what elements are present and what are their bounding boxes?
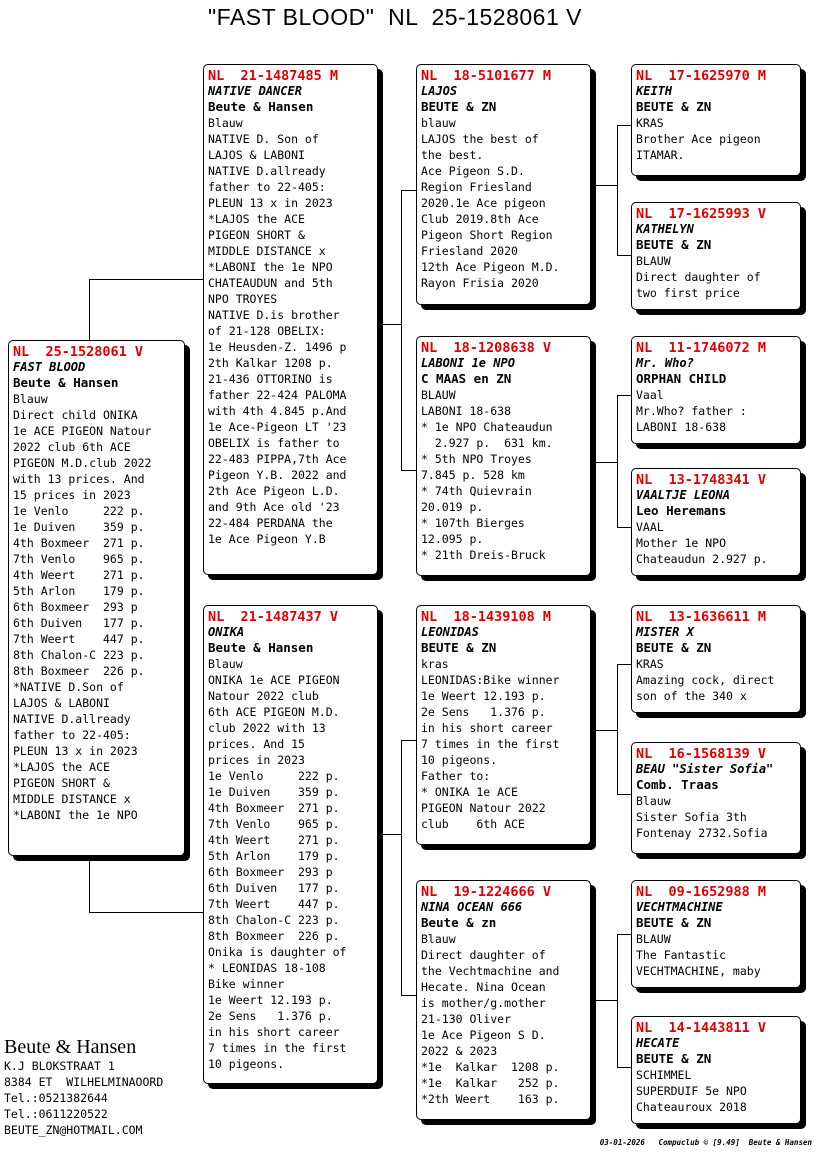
ring-number: NL 13-1636611 M bbox=[636, 609, 767, 625]
pigeon-note-line: BLAUW bbox=[636, 254, 671, 268]
pigeon-note-line: Blauw bbox=[208, 657, 243, 671]
pigeon-name: FAST BLOOD bbox=[13, 360, 86, 374]
connector-line bbox=[594, 185, 618, 186]
pigeon-note-line: 1e Duiven 359 p. bbox=[208, 785, 340, 799]
pigeon-note-line: 7th Weert 447 p. bbox=[13, 632, 145, 646]
pigeon-name: Mr. Who? bbox=[636, 356, 694, 370]
pigeon-note-line: 22-484 PERDANA the bbox=[208, 516, 333, 530]
breeder-address-line-2: 8384 ET WILHELMINAOORD bbox=[4, 1075, 164, 1089]
pigeon-card-sd bbox=[416, 336, 591, 576]
pigeon-note-line: * 21th Dreis-Bruck bbox=[421, 548, 546, 562]
pigeon-owner: BEUTE & ZN bbox=[421, 640, 497, 655]
ring-number: NL 14-1443811 V bbox=[636, 1020, 767, 1036]
pigeon-note-line: with 4th 4.845 p.And bbox=[208, 404, 347, 418]
pigeon-note-line: NATIVE D.is brother bbox=[208, 308, 340, 322]
pigeon-note-line: *LABONI the 1e NPO bbox=[208, 260, 333, 274]
connector-line bbox=[401, 190, 402, 470]
connector-line bbox=[617, 125, 632, 126]
pigeon-note-line: 1e Ace-Pigeon LT '23 bbox=[208, 420, 347, 434]
pigeon-note-line: Natour 2022 club bbox=[208, 689, 319, 703]
pigeon-note-line: NPO TROYES bbox=[208, 292, 278, 306]
pigeon-note-line: kras bbox=[421, 657, 449, 671]
connector-line bbox=[617, 934, 632, 935]
connector-line bbox=[594, 1000, 618, 1001]
pigeon-note-line: PLEUN 13 x in 2023 bbox=[208, 196, 333, 210]
pigeon-note-line: father to 22-405: bbox=[13, 728, 131, 742]
pigeon-note-line: in his short career bbox=[421, 721, 553, 735]
pigeon-note-line: LABONI 18-638 bbox=[636, 420, 727, 434]
connector-line bbox=[617, 664, 618, 794]
pigeon-note-line: 8th Boxmeer 226 p. bbox=[13, 664, 145, 678]
pigeon-owner: BEUTE & ZN bbox=[636, 640, 712, 655]
pigeon-note-line: 1e Venlo 222 p. bbox=[208, 769, 340, 783]
pigeon-note-line: 7th Venlo 965 p. bbox=[13, 552, 145, 566]
pigeon-note-line: 10 pigeons. bbox=[421, 753, 498, 767]
breeder-address-line-1: K.J BLOKSTRAAT 1 bbox=[4, 1059, 115, 1073]
pigeon-note-line: club 6th ACE bbox=[421, 817, 525, 831]
pigeon-note-line: PIGEON M.D.club 2022 bbox=[13, 456, 152, 470]
pigeon-note-line: * LEONIDAS 18-108 bbox=[208, 961, 326, 975]
pigeon-note-line: 6th Boxmeer 293 p bbox=[13, 600, 138, 614]
ring-number: NL 11-1746072 M bbox=[636, 340, 767, 356]
pigeon-card-ds bbox=[416, 605, 591, 845]
pigeon-note-line: 12.095 p. bbox=[421, 532, 484, 546]
pigeon-name: VAALTJE LEONA bbox=[636, 488, 730, 502]
pigeon-note-line: 4th Weert 271 p. bbox=[208, 833, 340, 847]
pigeon-note-line: Onika is daughter of bbox=[208, 945, 347, 959]
pigeon-owner: Comb. Traas bbox=[636, 777, 719, 792]
breeder-name: Beute & Hansen bbox=[4, 1036, 137, 1058]
pigeon-card-sire bbox=[203, 64, 378, 575]
pigeon-note-line: *LAJOS the ACE bbox=[208, 212, 305, 226]
pigeon-note-line: 7 times in the first bbox=[421, 737, 560, 751]
pigeon-note-line: 7th Venlo 965 p. bbox=[208, 817, 340, 831]
pigeon-card-sds bbox=[631, 336, 801, 444]
pigeon-card-sss bbox=[631, 64, 801, 176]
pigeon-card-dss bbox=[631, 605, 801, 713]
connector-line bbox=[617, 125, 618, 255]
pigeon-note-line: OBELIX is father to bbox=[208, 436, 340, 450]
pigeon-note-line: 6th Duiven 177 p. bbox=[208, 881, 340, 895]
pigeon-name: NATIVE DANCER bbox=[208, 84, 302, 98]
pigeon-note-line: VAAL bbox=[636, 520, 664, 534]
pigeon-note-line: 7th Weert 447 p. bbox=[208, 897, 340, 911]
pigeon-note-line: Blauw bbox=[13, 392, 48, 406]
pigeon-note-line: 10 pigeons. bbox=[208, 1057, 285, 1071]
pigeon-name: BEAU "Sister Sofia" bbox=[636, 762, 774, 776]
ring-number: NL 17-1625993 V bbox=[636, 206, 767, 222]
ring-number: NL 18-5101677 M bbox=[421, 68, 552, 84]
pigeon-note-line: Blauw bbox=[421, 932, 456, 946]
pigeon-note-line: 1e Ace Pigeon S D. bbox=[421, 1028, 546, 1042]
pigeon-note-line: 6th Duiven 177 p. bbox=[13, 616, 145, 630]
ring-number: NL 13-1748341 V bbox=[636, 472, 767, 488]
pigeon-note-line: in his short career bbox=[208, 1025, 340, 1039]
pigeon-note-line: Region Friesland bbox=[421, 180, 532, 194]
ring-number: NL 19-1224666 V bbox=[421, 884, 552, 900]
pigeon-note-line: LAJOS & LABONI bbox=[13, 696, 110, 710]
connector-line bbox=[89, 912, 204, 913]
connector-line bbox=[401, 995, 417, 996]
connector-line bbox=[617, 395, 632, 396]
connector-line bbox=[594, 730, 618, 731]
pigeon-note-line: KRAS bbox=[636, 116, 664, 130]
pigeon-card-dds bbox=[631, 880, 801, 988]
connector-line bbox=[617, 527, 632, 528]
connector-line bbox=[617, 1067, 632, 1068]
pigeon-note-line: Direct daughter of bbox=[421, 948, 546, 962]
pigeon-note-line: KRAS bbox=[636, 657, 664, 671]
pigeon-note-line: LAJOS & LABONI bbox=[208, 148, 305, 162]
pigeon-note-line: LAJOS the best of bbox=[421, 132, 539, 146]
pigeon-note-line: NATIVE D.allready bbox=[13, 712, 131, 726]
connector-line bbox=[617, 664, 632, 665]
pigeon-card-ddd bbox=[631, 1016, 801, 1124]
pigeon-name: LEONIDAS bbox=[421, 625, 479, 639]
pigeon-note-line: and 9th Ace old '23 bbox=[208, 500, 340, 514]
pigeon-note-line: BLAUW bbox=[421, 388, 456, 402]
pigeon-note-line: PIGEON SHORT & bbox=[208, 228, 305, 242]
pigeon-name: MISTER X bbox=[636, 625, 694, 639]
pigeon-note-line: * 74th Quievrain bbox=[421, 484, 532, 498]
connector-line bbox=[401, 470, 417, 471]
pigeon-note-line: NATIVE D. Son of bbox=[208, 132, 319, 146]
pigeon-owner: Beute & Hansen bbox=[208, 99, 314, 114]
pigeon-note-line: *LAJOS the ACE bbox=[13, 760, 110, 774]
connector-line bbox=[617, 794, 632, 795]
pigeon-note-line: 5th Arlon 179 p. bbox=[208, 849, 340, 863]
pigeon-note-line: The Fantastic bbox=[636, 948, 727, 962]
connector-line bbox=[617, 395, 618, 527]
pigeon-note-line: 21-436 OTTORINO is bbox=[208, 372, 333, 386]
pigeon-note-line: with 13 prices. And bbox=[13, 472, 145, 486]
pigeon-card-ss bbox=[416, 64, 591, 305]
pigeon-note-line: of 21-128 OBELIX: bbox=[208, 324, 326, 338]
pigeon-card-ssd bbox=[631, 202, 801, 310]
pigeon-note-line: 1e Ace Pigeon Y.B bbox=[208, 532, 326, 546]
pigeon-note-line: PLEUN 13 x in 2023 bbox=[13, 744, 138, 758]
pigeon-note-line: 7 times in the first bbox=[208, 1041, 347, 1055]
pigeon-note-line: Fontenay 2732.Sofia bbox=[636, 826, 768, 840]
pigeon-note-line: SUPERDUIF 5e NPO bbox=[636, 1084, 747, 1098]
connector-line bbox=[594, 462, 618, 463]
pigeon-note-line: Friesland 2020 bbox=[421, 244, 518, 258]
pigeon-note-line: prices in 2023 bbox=[208, 753, 305, 767]
pigeon-note-line: 8th Chalon-C 223 p. bbox=[13, 648, 145, 662]
pigeon-note-line: Blauw bbox=[208, 116, 243, 130]
breeder-info bbox=[4, 1036, 163, 1138]
pigeon-note-line: VECHTMACHINE, maby bbox=[636, 964, 761, 978]
pigeon-owner: Beute & Hansen bbox=[13, 375, 119, 390]
pigeon-note-line: * 1e NPO Chateaudun bbox=[421, 420, 553, 434]
pigeon-owner: BEUTE & ZN bbox=[421, 99, 497, 114]
pigeon-note-line: *1e Kalkar 252 p. bbox=[421, 1076, 560, 1090]
pigeon-note-line: Pigeon Y.B. 2022 and bbox=[208, 468, 347, 482]
pigeon-note-line: 6th Boxmeer 293 p bbox=[208, 865, 333, 879]
connector-line bbox=[378, 834, 402, 835]
ring-number: NL 09-1652988 M bbox=[636, 884, 767, 900]
pigeon-note-line: MIDDLE DISTANCE x bbox=[208, 244, 326, 258]
ring-number: NL 21-1487485 M bbox=[208, 68, 339, 84]
pigeon-note-line: 1e Heusden-Z. 1496 p bbox=[208, 340, 347, 354]
pigeon-note-line: 15 prices in 2023 bbox=[13, 488, 131, 502]
pigeon-note-line: 2022 club 6th ACE bbox=[13, 440, 131, 454]
pigeon-note-line: 1e Venlo 222 p. bbox=[13, 504, 145, 518]
pigeon-note-line: 8th Chalon-C 223 p. bbox=[208, 913, 340, 927]
connector-line bbox=[89, 279, 90, 340]
page-title: "FAST BLOOD" NL 25-1528061 V bbox=[208, 4, 582, 30]
pigeon-note-line: 2th Ace Pigeon L.D. bbox=[208, 484, 340, 498]
pigeon-note-line: *2th Weert 163 p. bbox=[421, 1092, 560, 1106]
pigeon-owner: BEUTE & ZN bbox=[636, 1051, 712, 1066]
pigeon-note-line: Direct child ONIKA bbox=[13, 408, 138, 422]
ring-number: NL 17-1625970 M bbox=[636, 68, 767, 84]
pigeon-note-line: NATIVE D.allready bbox=[208, 164, 326, 178]
pigeon-note-line: 2022 & 2023 bbox=[421, 1044, 498, 1058]
pigeon-note-line: 5th Arlon 179 p. bbox=[13, 584, 145, 598]
pigeon-note-line: Hecate. Nina Ocean bbox=[421, 980, 546, 994]
pigeon-owner: C MAAS en ZN bbox=[421, 371, 512, 386]
pigeon-note-line: the Vechtmachine and bbox=[421, 964, 560, 978]
breeder-email: BEUTE_ZN@HOTMAIL.COM bbox=[4, 1123, 143, 1137]
pigeon-note-line: Ace Pigeon S.D. bbox=[421, 164, 525, 178]
pigeon-note-line: Mr.Who? father : bbox=[636, 404, 747, 418]
connector-line bbox=[617, 255, 632, 256]
pigeon-owner: BEUTE & ZN bbox=[636, 915, 712, 930]
pigeon-note-line: Blauw bbox=[636, 794, 671, 808]
pigeon-note-line: Chateauroux 2018 bbox=[636, 1100, 747, 1114]
pigeon-note-line: 2th Kalkar 1208 p. bbox=[208, 356, 333, 370]
connector-line bbox=[401, 740, 402, 995]
pigeon-note-line: Mother 1e NPO bbox=[636, 536, 727, 550]
pigeon-note-line: PIGEON SHORT & bbox=[13, 776, 110, 790]
pigeon-note-line: Bike winner bbox=[208, 977, 285, 991]
pigeon-note-line: 1e ACE PIGEON Natour bbox=[13, 424, 152, 438]
pigeon-note-line: Rayon Frisia 2020 bbox=[421, 276, 539, 290]
pigeon-note-line: Sister Sofia 3th bbox=[636, 810, 747, 824]
pigeon-note-line: *LABONI the 1e NPO bbox=[13, 808, 138, 822]
pigeon-note-line: BLAUW bbox=[636, 932, 671, 946]
pigeon-name: ONIKA bbox=[208, 625, 245, 639]
ring-number: NL 16-1568139 V bbox=[636, 746, 767, 762]
pigeon-note-line: Club 2019.8th Ace bbox=[421, 212, 539, 226]
pigeon-owner: BEUTE & ZN bbox=[636, 99, 712, 114]
ring-number: NL 25-1528061 V bbox=[13, 344, 144, 360]
pigeon-note-line: father to 22-405: bbox=[208, 180, 326, 194]
pigeon-note-line: Chateaudun 2.927 p. bbox=[636, 552, 768, 566]
pigeon-card-subject bbox=[8, 340, 185, 856]
pigeon-note-line: Brother Ace pigeon bbox=[636, 132, 761, 146]
connector-line bbox=[617, 934, 618, 1067]
pigeon-note-line: 2.927 p. 631 km. bbox=[421, 436, 553, 450]
pigeon-note-line: SCHIMMEL bbox=[636, 1068, 692, 1082]
pigeon-note-line: blauw bbox=[421, 116, 456, 130]
pigeon-note-line: 4th Boxmeer 271 p. bbox=[208, 801, 340, 815]
pigeon-note-line: club 2022 with 13 bbox=[208, 721, 326, 735]
pigeon-note-line: ITAMAR. bbox=[636, 148, 685, 162]
pigeon-note-line: Pigeon Short Region bbox=[421, 228, 553, 242]
pigeon-note-line: LEONIDAS:Bike winner bbox=[421, 673, 560, 687]
pigeon-owner: Beute & Hansen bbox=[208, 640, 314, 655]
pigeon-note-line: 4th Weert 271 p. bbox=[13, 568, 145, 582]
connector-line bbox=[378, 324, 402, 325]
ring-number: NL 18-1208638 V bbox=[421, 340, 552, 356]
pigeon-note-line: Amazing cock, direct bbox=[636, 673, 775, 687]
connector-line bbox=[401, 740, 417, 741]
pigeon-note-line: father 22-424 PALOMA bbox=[208, 388, 347, 402]
pigeon-note-line: the best. bbox=[421, 148, 484, 162]
pigeon-name: VECHTMACHINE bbox=[636, 900, 723, 914]
pigeon-name: NINA OCEAN 666 bbox=[421, 900, 523, 914]
pigeon-note-line: 12th Ace Pigeon M.D. bbox=[421, 260, 560, 274]
pigeon-note-line: 22-483 PIPPA,7th Ace bbox=[208, 452, 347, 466]
pigeon-note-line: * ONIKA 1e ACE bbox=[421, 785, 518, 799]
pigeon-note-line: 1e Duiven 359 p. bbox=[13, 520, 145, 534]
pigeon-note-line: 2e Sens 1.376 p. bbox=[421, 705, 546, 719]
pigeon-card-dam bbox=[203, 605, 378, 1084]
pigeon-note-line: PIGEON Natour 2022 bbox=[421, 801, 546, 815]
pigeon-note-line: 4th Boxmeer 271 p. bbox=[13, 536, 145, 550]
pigeon-note-line: 7.845 p. 528 km bbox=[421, 468, 525, 482]
pigeon-note-line: Direct daughter of bbox=[636, 270, 761, 284]
pigeon-name: KATHELYN bbox=[636, 222, 694, 236]
pigeon-note-line: prices. And 15 bbox=[208, 737, 305, 751]
breeder-phone-1: Tel.:0521382644 bbox=[4, 1091, 108, 1105]
pigeon-note-line: 21-130 Oliver bbox=[421, 1012, 512, 1026]
pigeon-name: HECATE bbox=[636, 1036, 680, 1050]
pigeon-note-line: MIDDLE DISTANCE x bbox=[13, 792, 131, 806]
ring-number: NL 21-1487437 V bbox=[208, 609, 339, 625]
pigeon-owner: ORPHAN CHILD bbox=[636, 371, 727, 386]
pigeon-card-dsd bbox=[631, 742, 801, 854]
pigeon-owner: Beute & zn bbox=[421, 915, 497, 930]
pigeon-note-line: 20.019 p. bbox=[421, 500, 484, 514]
pigeon-note-line: LABONI 18-638 bbox=[421, 404, 512, 418]
pigeon-name: LABONI 1e NPO bbox=[421, 356, 515, 370]
connector-line bbox=[89, 856, 90, 912]
pigeon-note-line: son of the 340 x bbox=[636, 689, 747, 703]
pigeon-owner: BEUTE & ZN bbox=[636, 237, 712, 252]
pigeon-name: KEITH bbox=[636, 84, 673, 98]
connector-line bbox=[89, 279, 204, 280]
pigeon-note-line: * 5th NPO Troyes bbox=[421, 452, 532, 466]
pigeon-note-line: 2e Sens 1.376 p. bbox=[208, 1009, 333, 1023]
pigeon-card-sdd bbox=[631, 468, 801, 576]
pigeon-note-line: is mother/g.mother bbox=[421, 996, 546, 1010]
pigeon-note-line: Father to: bbox=[421, 769, 491, 783]
pigeon-note-line: Vaal bbox=[636, 388, 664, 402]
pigeon-note-line: ONIKA 1e ACE PIGEON bbox=[208, 673, 340, 687]
pigeon-note-line: 8th Boxmeer 226 p. bbox=[208, 929, 340, 943]
connector-line bbox=[401, 190, 417, 191]
pigeon-note-line: CHATEAUDUN and 5th bbox=[208, 276, 333, 290]
pigeon-card-dd bbox=[416, 880, 591, 1120]
pigeon-note-line: two first price bbox=[636, 286, 740, 300]
pigeon-note-line: * 107th Bierges bbox=[421, 516, 525, 530]
pigeon-name: LAJOS bbox=[421, 84, 458, 98]
pigeon-note-line: 2020.1e Ace pigeon bbox=[421, 196, 546, 210]
ring-number: NL 18-1439108 M bbox=[421, 609, 552, 625]
pigeon-note-line: 1e Weert 12.193 p. bbox=[208, 993, 333, 1007]
pigeon-note-line: 1e Weert 12.193 p. bbox=[421, 689, 546, 703]
breeder-phone-2: Tel.:0611220522 bbox=[4, 1107, 108, 1121]
pigeon-owner: Leo Heremans bbox=[636, 503, 727, 518]
pigeon-note-line: *NATIVE D.Son of bbox=[13, 680, 124, 694]
pigeon-note-line: 6th ACE PIGEON M.D. bbox=[208, 705, 340, 719]
footer-credit: 03-01-2026 Compuclub © [9.49] Beute & Hansen bbox=[599, 1138, 812, 1147]
pigeon-note-line: *1e Kalkar 1208 p. bbox=[421, 1060, 560, 1074]
